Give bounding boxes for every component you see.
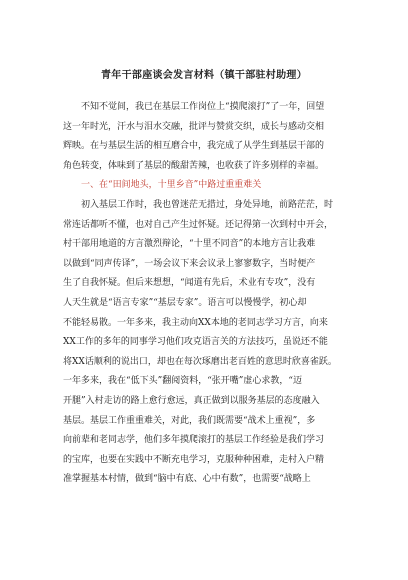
text-line: 将XX话顺利的说出口，却也在每次琢磨出老百姓的意思时欣喜雀跃。 (63, 356, 337, 367)
text-line: 这一年时光，汗水与泪水交融，批评与赞赏交织，成长与感动交相 (63, 121, 325, 132)
text-line: 初入基层工作时，我也曾迷茫无措过，身处异地，前路茫茫，时 (81, 199, 334, 210)
section-heading: 一、在“田间地头，十里乡音”中路过重重难关 (81, 180, 262, 191)
text-line: 开腿”入村走访的路上愈行愈远，真正做到以服务基层的态度融入 (63, 395, 320, 406)
text-line: 以做到“同声传译”，一场会议下来会议录上寥寥数字，当时便产 (63, 258, 316, 269)
text-line: 角色转变，体味到了基层的酸甜苦辣，也收获了许多别样的幸福。 (63, 160, 325, 171)
text-line: 基层。基层工作重重难关，对此，我们既需要“战术上重视”，多 (63, 415, 316, 426)
text-line: 人天生就是“语言专家”“基层专家”。语言可以慢慢学，初心却 (63, 297, 307, 308)
text-line: 常连话都听不懂，也对自己产生过怀疑。还记得第一次到村中开会， (63, 219, 334, 230)
text-line: 一年多来，我在“低下头”翻阅资料，“张开嘴”虚心求教，“迈 (63, 376, 303, 387)
text-line: 向前辈和老同志学，他们多年摸爬滚打的基层工作经验是我们学习 (63, 435, 325, 446)
text-line: XX工作的多年的同事学习他们攻克语言关的方法技巧，虽说还不能 (63, 337, 328, 348)
text-line: 辉映。在与基层生活的相互磨合中，我完成了从学生到基层干部的 (63, 141, 325, 152)
text-line: 不能轻易散。一年多来，我主动向XX本地的老同志学习方言，向来 (63, 317, 328, 328)
text-line: 生了自我怀疑。但后来想想，“闻道有先后，术业有专攻”，没有 (63, 278, 316, 289)
document-title: 青年干部座谈会发言材料（镇干部驻村助理） (101, 70, 307, 81)
text-line: 准掌握基本村情，做到“脑中有底、心中有数”，也需要“战略上 (63, 474, 311, 485)
intro-paragraph (63, 98, 345, 176)
text-line: 的宝库，也要在实践中不断充电学习，克服种种困难，走村入户精 (63, 454, 325, 465)
text-line: 不知不觉间，我已在基层工作岗位上“摸爬滚打”了一年，回望 (81, 102, 325, 112)
body-paragraph (63, 196, 345, 490)
text-line: 村干部用地道的方言激烈辩论，“十里不同音”的本地方言让我难 (63, 239, 316, 250)
